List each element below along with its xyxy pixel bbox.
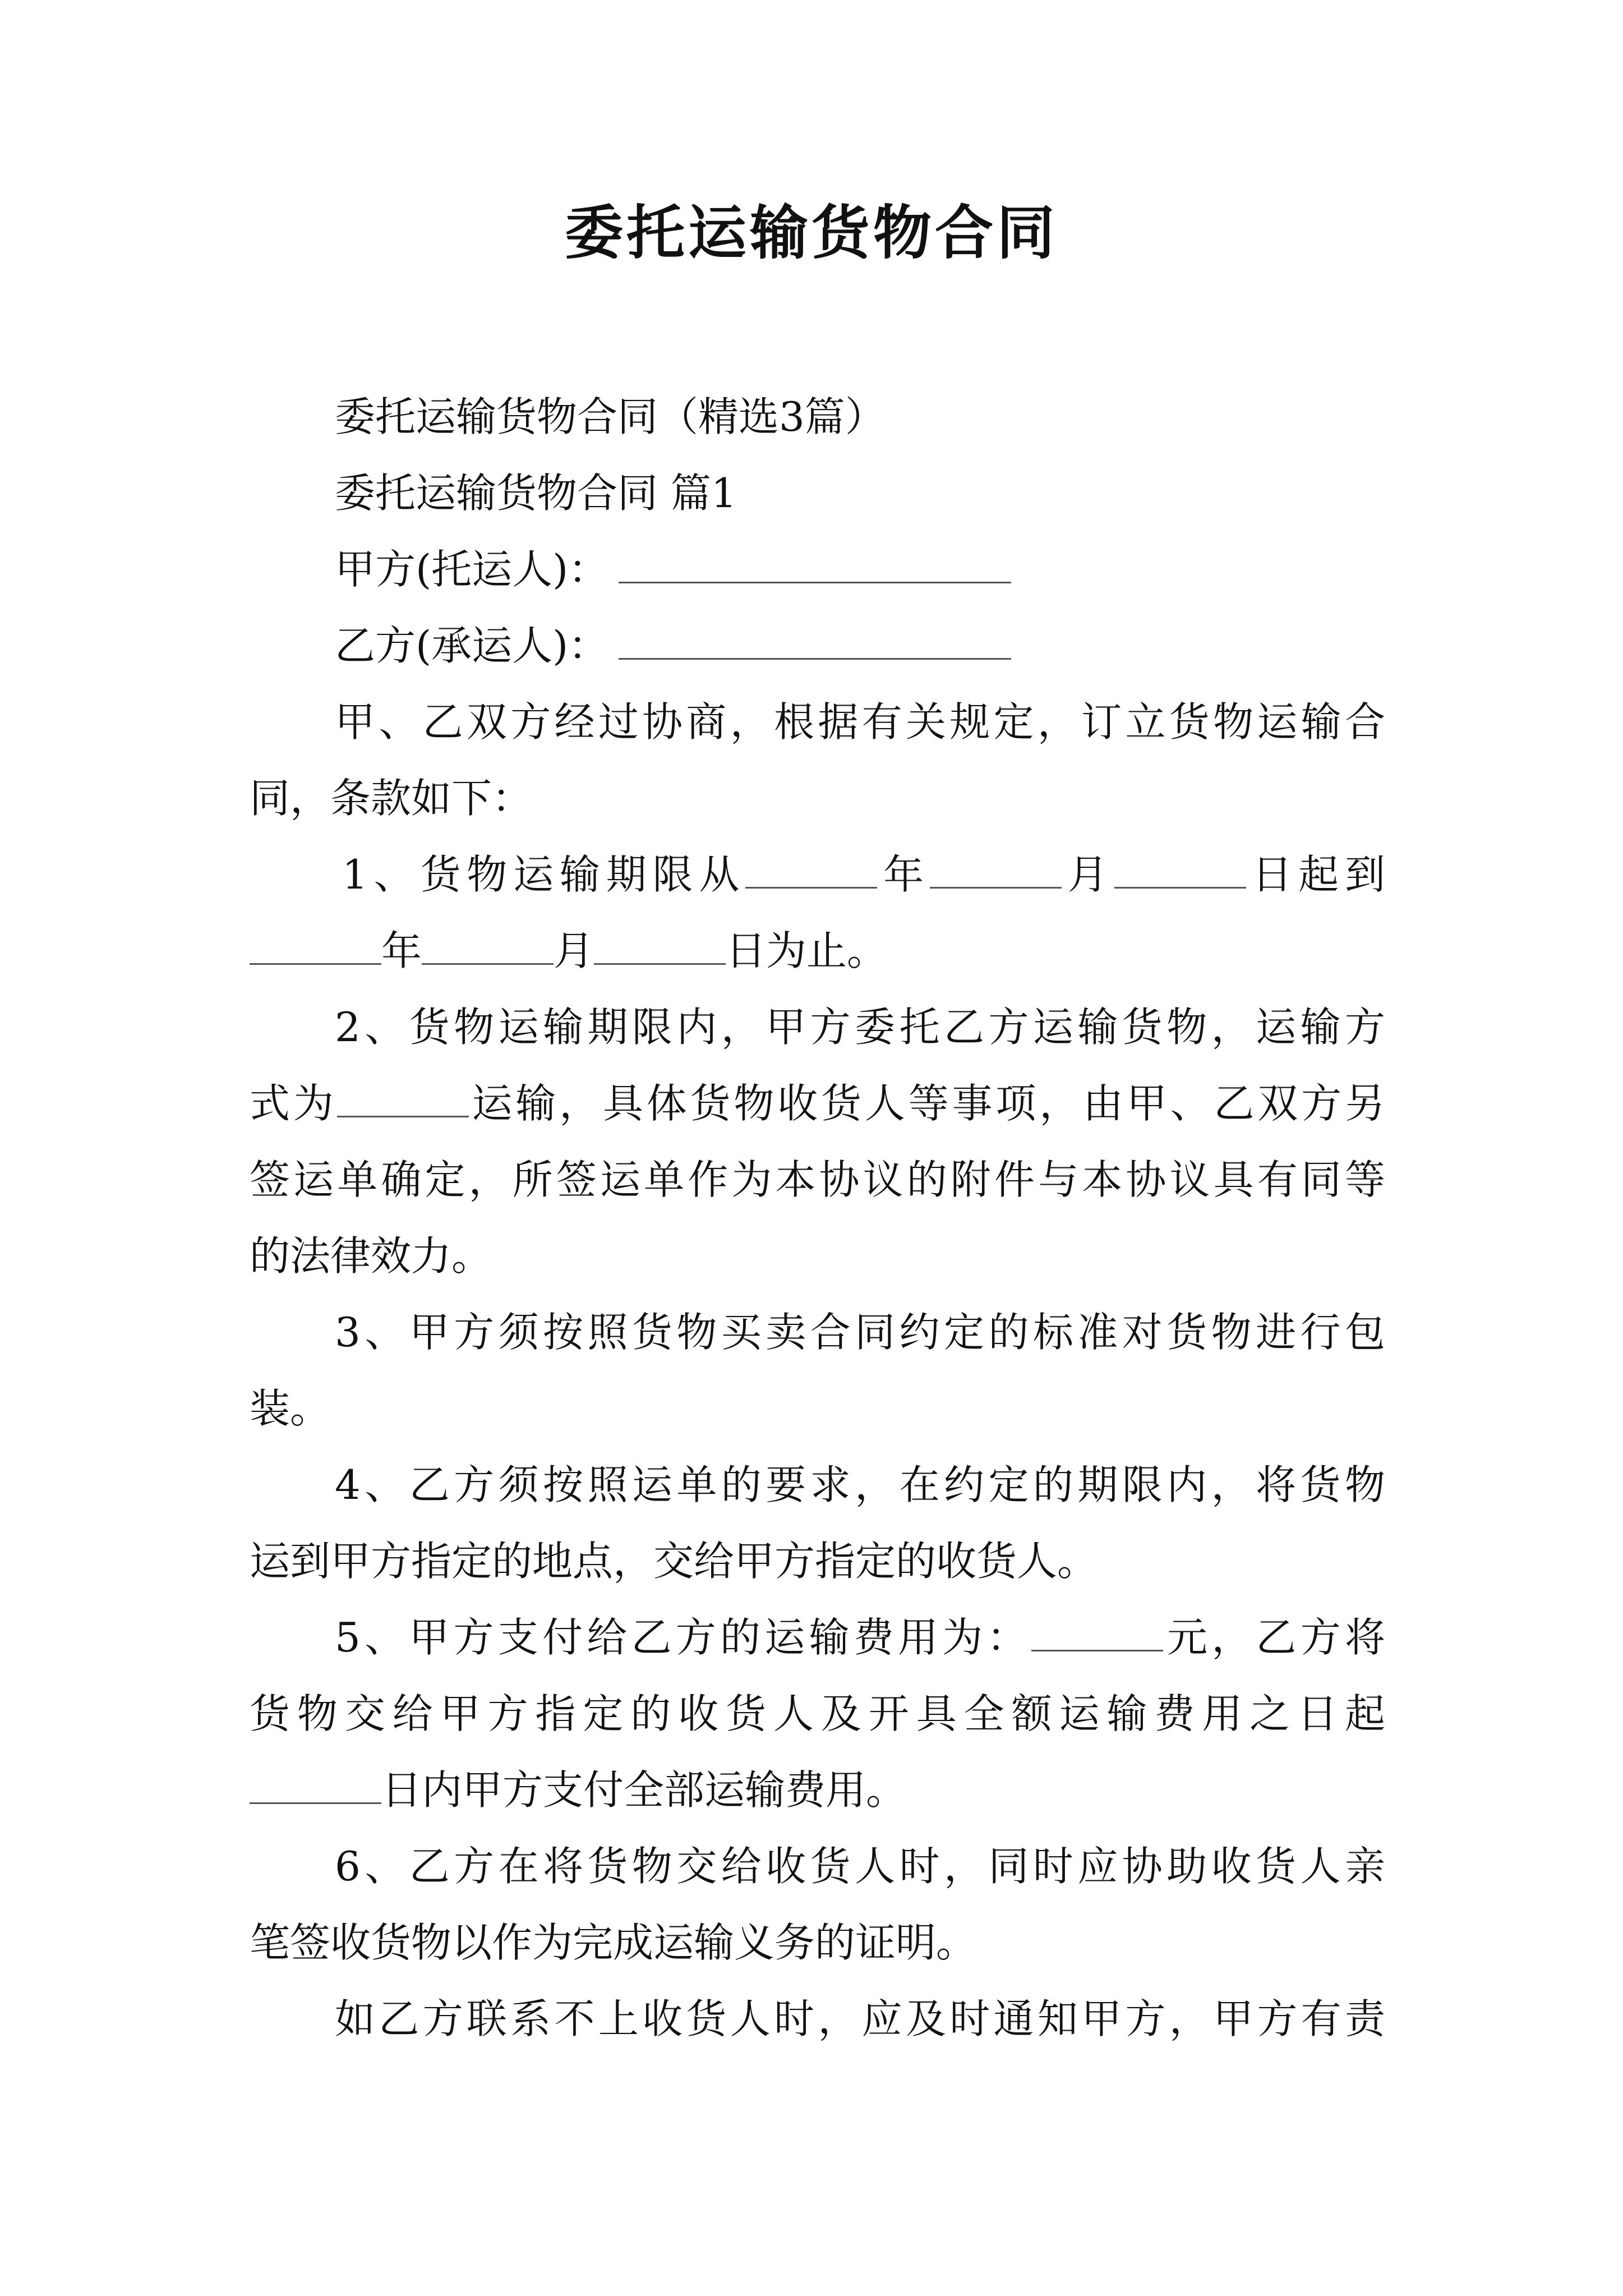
start-day-blank[interactable] <box>1114 853 1246 889</box>
end-month-blank[interactable] <box>422 930 554 965</box>
party-a-line <box>250 531 1385 608</box>
end-day-blank[interactable] <box>594 930 726 965</box>
intro-line-2: 同，条款如下： <box>250 775 533 822</box>
party-b-line <box>250 608 1385 684</box>
clause-5-line-2: 货物交给甲方指定的收货人及开具全额运输费用之日起 <box>250 1690 1385 1737</box>
clause-2-line-4: 的法律效力。 <box>250 1232 492 1280</box>
document-title: 委托运输货物合同 <box>564 198 1058 267</box>
clause-3-line-1: 3、甲方须按照货物买卖合同约定的标准对货物进行包 <box>335 1309 1385 1356</box>
party-b-label: 乙方(承运人)： <box>335 622 609 669</box>
clause-4-line-2: 运到甲方指定的地点，交给甲方指定的收货人。 <box>250 1538 1098 1585</box>
fee-amount-blank[interactable] <box>1031 1616 1163 1651</box>
subtitle: 委托运输货物合同（精选3篇） <box>335 393 886 440</box>
clause-5-line-1: 5、甲方支付给乙方的运输费用为： 元，乙方将 <box>335 1614 1385 1661</box>
clause-7-line-1: 如乙方联系不上收货人时，应及时通知甲方，甲方有责 <box>335 1995 1385 2042</box>
clause-3-line-2: 装。 <box>250 1385 331 1432</box>
clause-6-line-1: 6、乙方在将货物交给收货人时，同时应协助收货人亲 <box>335 1843 1385 1890</box>
section-heading: 委托运输货物合同 篇1 <box>335 470 737 517</box>
clause-2-line-1: 2、货物运输期限内，甲方委托乙方运输货物，运输方 <box>335 1004 1385 1051</box>
document-body <box>250 379 1385 2057</box>
clause-1-line-1: 1、货物运输期限从 年 月 日起到 <box>342 851 1385 898</box>
clause-6-line-2: 笔签收货物以作为完成运输义务的证明。 <box>250 1919 977 1966</box>
clause-5-line-3: 日内甲方支付全部运输费用。 <box>250 1752 1385 1828</box>
end-year-blank[interactable] <box>250 930 381 965</box>
payment-days-blank[interactable] <box>250 1769 381 1804</box>
clause-2-line-2: 式为 运输，具体货物收货人等事项，由甲、乙双方另 <box>250 1080 1385 1127</box>
start-month-blank[interactable] <box>930 853 1062 889</box>
party-a-blank[interactable] <box>619 548 1011 583</box>
clause-4-line-1: 4、乙方须按照运单的要求，在约定的期限内，将货物 <box>335 1461 1385 1508</box>
party-b-blank[interactable] <box>619 624 1011 660</box>
clause-2-line-3: 签运单确定，所签运单作为本协议的附件与本协议具有同等 <box>250 1156 1385 1203</box>
party-a-label: 甲方(托运人)： <box>335 546 609 593</box>
intro-line-1: 甲、乙双方经过协商，根据有关规定，订立货物运输合 <box>335 698 1385 746</box>
transport-mode-blank[interactable] <box>337 1082 469 1117</box>
start-year-blank[interactable] <box>745 853 877 889</box>
clause-1-line-2: 年 月 日为止。 <box>250 913 1385 989</box>
